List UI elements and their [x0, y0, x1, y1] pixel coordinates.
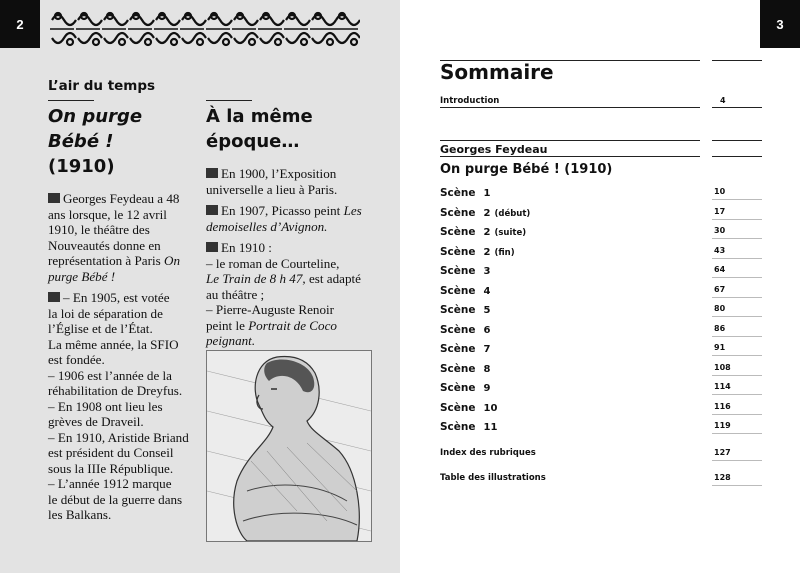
para-exposition-text: En 1900, l’Exposition universelle a lieu à Paris. [206, 166, 338, 197]
scene-label [440, 402, 497, 414]
scene-rule [712, 258, 762, 259]
scene-word: Scène [440, 304, 476, 316]
index-rule [712, 460, 762, 461]
context-line: – En 1908 ont lieu les [48, 398, 163, 414]
square-bullet-icon [206, 205, 218, 215]
scene-label [440, 187, 490, 199]
context-line: les Balkans. [48, 507, 112, 522]
scene-label [440, 265, 490, 277]
scene-rule [712, 355, 762, 356]
para-picasso-text: En 1907, Picasso peint [221, 203, 341, 218]
paragraph-exposition [206, 166, 374, 197]
scene-label [440, 285, 490, 297]
heading-title: On purge Bébé ! [48, 106, 143, 152]
scene-word: Scène [440, 343, 476, 355]
toc-page-number: 128 [714, 473, 731, 482]
scene-rule [712, 394, 762, 395]
context-line: l’Église et de l’État. [48, 321, 153, 336]
intro-rule [440, 107, 700, 108]
square-bullet-icon [48, 292, 60, 302]
context-line: grèves de Draveil. [48, 414, 144, 429]
author-rule-2-short [712, 156, 762, 157]
scene-label [440, 226, 526, 238]
heading-line1: À la même [206, 106, 313, 127]
toc-page-number: 4 [720, 96, 726, 105]
scene-word: Scène [440, 226, 476, 238]
scene-number: 3 [483, 266, 491, 277]
scene-word: Scène [440, 421, 476, 433]
scene-word: Scène [440, 265, 476, 277]
square-bullet-icon [206, 168, 218, 178]
para-1910-italic: Le Train de 8 h 47, [206, 271, 306, 286]
toc-page-number: 116 [714, 402, 731, 411]
illustrations-rule [712, 485, 762, 486]
scene-part: (début) [494, 209, 531, 219]
scene-rule [712, 219, 762, 220]
toc-label: Table des illustrations [440, 473, 546, 483]
scene-label [440, 246, 515, 258]
scene-rule [712, 433, 762, 434]
paragraph-picasso [206, 203, 374, 234]
toc-page-number: 80 [714, 304, 726, 313]
ornamental-border [48, 6, 360, 52]
scene-word: Scène [440, 285, 476, 297]
para1-text: Georges Feydeau a 48 ans lorsque, le 12 avril 1910, le théâtre des Nouveautés donne en représentation à Paris [48, 191, 180, 268]
scene-number: 2 [483, 208, 491, 219]
toc-page-number: 86 [714, 324, 726, 333]
author-rule-2 [440, 156, 700, 157]
scene-label [440, 304, 490, 316]
square-bullet-icon [48, 193, 60, 203]
context-line: – 1906 est l’année de la [48, 367, 172, 383]
scene-word: Scène [440, 382, 476, 394]
play-title: On purge Bébé ! (1910) [440, 162, 613, 177]
toc-label: Index des rubriques [440, 448, 536, 458]
square-bullet-icon [206, 242, 218, 252]
para-1910-italic: Portrait de Coco peignant. [206, 317, 337, 348]
scene-word: Scène [440, 187, 476, 199]
heading-line2: époque… [206, 131, 300, 152]
scene-part: (suite) [494, 228, 527, 238]
title-rule-short [712, 60, 762, 61]
scene-rule [712, 375, 762, 376]
scene-number: 7 [483, 344, 491, 355]
scene-number: 2 [483, 227, 491, 238]
scene-label [440, 207, 530, 219]
scene-word: Scène [440, 246, 476, 258]
scene-number: 1 [483, 188, 491, 199]
column2-heading [206, 104, 374, 154]
context-line: est fondée. [48, 352, 105, 367]
context-line: est président du Conseil [48, 445, 174, 460]
author-rule [440, 140, 700, 141]
scene-word: Scène [440, 363, 476, 375]
toc-page-number: 64 [714, 265, 726, 274]
para-1910-line: peint le [206, 317, 245, 333]
page-number-left: 2 [0, 0, 40, 48]
paragraph-1910 [206, 240, 374, 349]
para-picasso-italic: Les demoiselles d’Avignon. [206, 203, 362, 234]
toc-page-number: 43 [714, 246, 726, 255]
scene-rule [712, 414, 762, 415]
scene-part: (fin) [494, 248, 515, 258]
scene-rule [712, 238, 762, 239]
scene-number: 11 [483, 422, 498, 433]
toc-page-number: 119 [714, 421, 731, 430]
scene-number: 9 [483, 383, 491, 394]
toc-label: Introduction [440, 96, 500, 106]
intro-rule-short [712, 107, 762, 108]
para-1910-line: En 1910 : [221, 240, 272, 255]
scene-label [440, 324, 490, 336]
toc-page-number: 127 [714, 448, 731, 457]
scene-number: 2 [483, 247, 491, 258]
section-rule [48, 100, 94, 101]
scene-number: 10 [483, 403, 498, 414]
toc-page-number: 67 [714, 285, 726, 294]
scene-number: 4 [483, 286, 491, 297]
para-1910-line: – Pierre-Auguste Renoir [206, 302, 334, 317]
scene-word: Scène [440, 402, 476, 414]
context-line: La même année, la SFIO [48, 336, 179, 352]
section-title: L’air du temps [48, 78, 156, 94]
para-1910-line: – le roman de Courteline, [206, 255, 340, 271]
renoir-portrait-image [206, 350, 372, 542]
context-line: – L’année 1912 marque [48, 476, 172, 491]
author-name: Georges Feydeau [440, 143, 548, 156]
scene-label [440, 363, 490, 375]
author-rule-short [712, 140, 762, 141]
toc-page-number: 114 [714, 382, 731, 391]
heading-year: (1910) [48, 156, 115, 177]
para1-italic: On purge Bébé ! [48, 253, 181, 284]
scene-word: Scène [440, 324, 476, 336]
toc-page-number: 10 [714, 187, 726, 196]
column-same-era [206, 104, 374, 355]
toc-page-number: 17 [714, 207, 726, 216]
paragraph-context [48, 290, 198, 523]
scene-rule [712, 277, 762, 278]
scene-label [440, 382, 490, 394]
context-line: – En 1910, Aristide Briand [48, 429, 189, 445]
scene-label [440, 343, 490, 355]
context-line: la loi de séparation de [48, 305, 163, 321]
para-1910-line: est adapté au théâtre ; [206, 271, 361, 302]
context-line: sous la IIIe République. [48, 460, 174, 476]
column1-heading [48, 104, 198, 179]
scene-rule [712, 316, 762, 317]
context-line: le début de la guerre dans [48, 491, 183, 507]
paragraph-intro [48, 191, 198, 284]
context-line: réhabilitation de Dreyfus. [48, 383, 183, 398]
scene-rule [712, 199, 762, 200]
column-play [48, 104, 198, 529]
section-rule-2 [206, 100, 252, 101]
context-line: – En 1905, est votée [63, 290, 170, 305]
toc-page-number: 30 [714, 226, 726, 235]
scene-rule [712, 297, 762, 298]
toc-page-number: 91 [714, 343, 726, 352]
page-title: Sommaire [440, 60, 554, 84]
scene-number: 5 [483, 305, 491, 316]
scene-number: 6 [483, 325, 491, 336]
toc-page-number: 108 [714, 363, 731, 372]
scene-label [440, 421, 497, 433]
scene-word: Scène [440, 207, 476, 219]
scene-rule [712, 336, 762, 337]
scene-number: 8 [483, 364, 491, 375]
page-number-right: 3 [760, 0, 800, 48]
